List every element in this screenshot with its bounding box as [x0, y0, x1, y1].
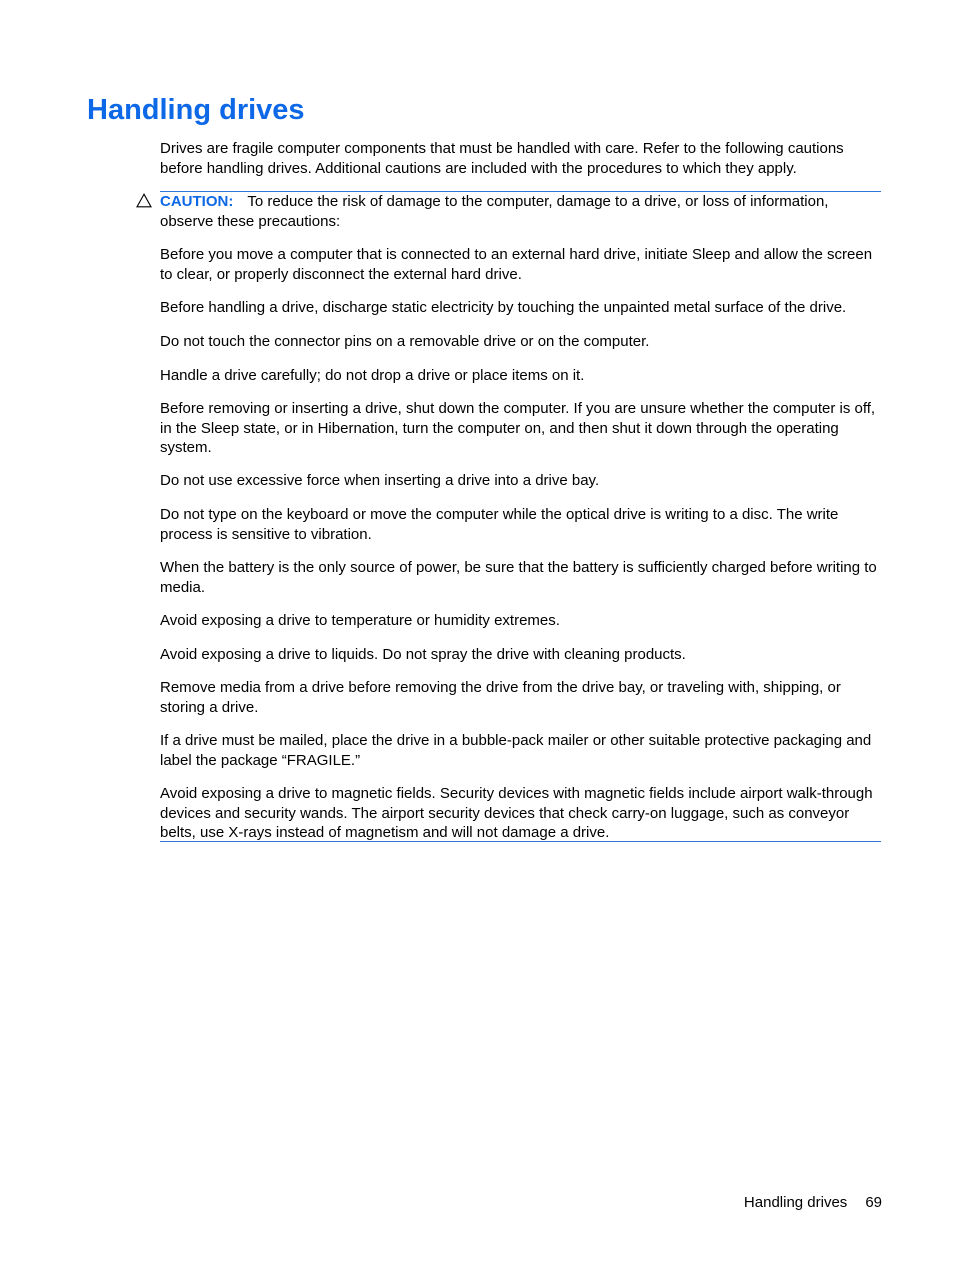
caution-item: Avoid exposing a drive to temperature or humidity extremes. — [160, 612, 560, 629]
intro-paragraph: Drives are fragile computer components that must be handled with care. Refer to the following cautions before handling drives. Additional cautions are included with the procedures to which they apply. — [160, 140, 844, 177]
caution-item: Handle a drive carefully; do not drop a drive or place items on it. — [160, 367, 585, 384]
caution-bottom-rule — [160, 841, 881, 842]
caution-item: Do not use excessive force when inserting a drive into a drive bay. — [160, 472, 600, 489]
page-footer — [744, 1193, 882, 1213]
warning-triangle-icon — [136, 193, 152, 208]
caution-item: Before handling a drive, discharge static electricity by touching the unpainted metal surface of the drive. — [160, 299, 847, 316]
page-title: Handling drives — [87, 94, 305, 126]
caution-label: CAUTION: — [160, 193, 234, 210]
caution-item: Do not touch the connector pins on a removable drive or on the computer. — [160, 333, 650, 350]
caution-item: Before removing or inserting a drive, shut down the computer. If you are unsure whether the computer is off, in the Sleep state, or in Hibernation, turn the computer on, and then shut it down through the operating system. — [160, 400, 876, 457]
caution-text: To reduce the risk of damage to the computer, damage to a drive, or loss of information, observe these precautions: — [160, 193, 829, 230]
caution-item: If a drive must be mailed, place the drive in a bubble-pack mailer or other suitable protective packaging and label the package “FRAGILE.” — [160, 732, 872, 769]
caution-item: Before you move a computer that is connected to an external hard drive, initiate Sleep and allow the screen to clear, or properly disconnect the external hard drive. — [160, 246, 873, 283]
caution-item: Do not type on the keyboard or move the computer while the optical drive is writing to a disc. The write process is sensitive to vibration. — [160, 506, 839, 543]
caution-item: Avoid exposing a drive to liquids. Do not spray the drive with cleaning products. — [160, 646, 686, 663]
caution-item: Avoid exposing a drive to magnetic fields. Security devices with magnetic fields include airport walk-through devices and security wands. The airport security devices that check carry-on luggage, such as conveyor belts, use X-rays instead of magnetism and will not damage a drive. — [160, 785, 873, 842]
page-number: 69 — [865, 1194, 882, 1211]
caution-paragraph — [160, 192, 882, 231]
caution-item: Remove media from a drive before removing the drive from the drive bay, or traveling with, shipping, or storing a drive. — [160, 679, 841, 716]
caution-item: When the battery is the only source of power, be sure that the battery is sufficiently charged before writing to media. — [160, 559, 877, 596]
footer-section-title: Handling drives — [743, 1194, 848, 1211]
